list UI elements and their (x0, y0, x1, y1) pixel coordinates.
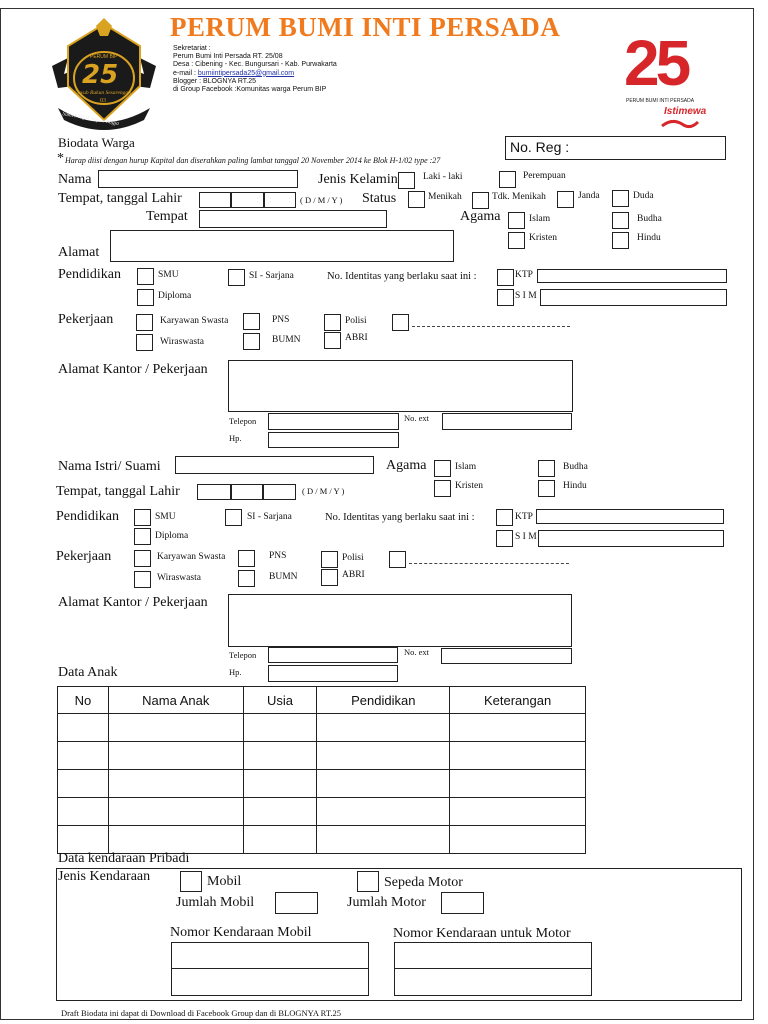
right-logo-caption: PERUM BUMI INTI PERSADA (626, 98, 695, 104)
abri-checkbox[interactable] (324, 332, 341, 349)
janda-checkbox[interactable] (557, 191, 574, 208)
ttl-month-input[interactable] (231, 192, 264, 208)
instruction-text: Harap diisi dengan hurup Kapital dan diserahkan paling lambat tanggal 20 November 2014 ke Blok H-1/02 type :27 (65, 156, 441, 165)
janda-label: Janda (578, 191, 600, 201)
abri-2-checkbox[interactable] (321, 569, 338, 586)
kristen-2-label: Kristen (455, 481, 483, 491)
mobil-checkbox[interactable] (180, 871, 202, 892)
bumn-2-label: BUMN (269, 572, 298, 582)
ktp-label: KTP (515, 270, 533, 280)
table-cell[interactable] (317, 714, 450, 742)
table-cell[interactable] (58, 798, 109, 826)
perempuan-label: Perempuan (523, 171, 566, 181)
hp-2-label: Hp. (229, 667, 242, 677)
perempuan-checkbox[interactable] (499, 171, 516, 188)
hindu-checkbox[interactable] (612, 232, 629, 249)
table-cell[interactable] (58, 714, 109, 742)
pns-2-label: PNS (269, 551, 287, 561)
islam-label: Islam (529, 214, 551, 224)
jumlah-mobil-label: Jumlah Mobil (176, 895, 255, 910)
kristen-2-checkbox[interactable] (434, 480, 451, 497)
bumn-label: BUMN (272, 335, 301, 345)
table-row (58, 742, 586, 770)
ktp-input[interactable] (537, 269, 727, 283)
page-title: PERUM BUMI INTI PERSADA (170, 12, 561, 42)
no-ext-2-label: No. ext (404, 647, 430, 657)
hp-label: Hp. (229, 433, 242, 443)
ktp-2-checkbox[interactable] (496, 509, 513, 526)
data-anak-label: Data Anak (58, 665, 118, 680)
kristen-checkbox[interactable] (508, 232, 525, 249)
section-title: Biodata Warga (58, 135, 135, 150)
tempat-label: Tempat (146, 209, 188, 224)
left-logo-number: 25 (82, 60, 119, 90)
no-identitas-2-label: No. Identitas yang berlaku saat ini : (325, 512, 475, 523)
alamat-label: Alamat (58, 245, 100, 260)
duda-label: Duda (633, 191, 654, 201)
sarjana-2-label: SI - Sarjana (247, 512, 292, 522)
table-header-row (58, 687, 586, 714)
table-cell[interactable] (58, 742, 109, 770)
ttl-2-day-input[interactable] (197, 484, 231, 500)
sarjana-label: SI - Sarjana (249, 271, 294, 281)
pekerjaan-label: Pekerjaan (58, 312, 114, 327)
table-cell[interactable] (58, 826, 109, 854)
table-row (58, 770, 586, 798)
table-cell[interactable] (243, 798, 317, 826)
email-label: e-mail : (173, 69, 198, 77)
nama-label: Nama (58, 172, 92, 187)
table-cell[interactable] (243, 826, 317, 854)
smu-2-checkbox[interactable] (134, 509, 151, 526)
alamat-kantor-input[interactable] (228, 360, 573, 412)
hindu-label: Hindu (637, 233, 661, 243)
agama-label: Agama (460, 209, 501, 224)
col-pendidikan-header: Pendidikan (317, 687, 450, 714)
instruction-asterisk: * (57, 151, 64, 166)
hp-input[interactable] (268, 432, 399, 448)
tempat-input[interactable] (199, 210, 387, 228)
ttl-2-year-input[interactable] (263, 484, 296, 500)
pns-2-checkbox[interactable] (238, 550, 255, 567)
telepon-label: Telepon (229, 416, 257, 426)
lainnya-line[interactable] (412, 326, 570, 327)
diploma-checkbox[interactable] (137, 289, 154, 306)
table-cell[interactable] (108, 826, 243, 854)
sarjana-checkbox[interactable] (228, 269, 245, 286)
karyawan-checkbox[interactable] (136, 314, 153, 331)
agama-2-label: Agama (386, 458, 427, 473)
polisi-label: Polisi (345, 316, 367, 326)
table-cell[interactable] (317, 798, 450, 826)
smu-label: SMU (158, 270, 179, 280)
menikah-checkbox[interactable] (408, 191, 425, 208)
nama-istri-input[interactable] (175, 456, 374, 474)
pendidikan-label: Pendidikan (58, 267, 121, 282)
email-line (173, 70, 337, 78)
table-cell[interactable] (450, 742, 586, 770)
hp-2-input[interactable] (268, 665, 398, 682)
sarjana-2-checkbox[interactable] (225, 509, 242, 526)
table-cell[interactable] (58, 770, 109, 798)
table-cell[interactable] (108, 770, 243, 798)
info-line: Sekretariat : (173, 45, 211, 52)
nama-input[interactable] (98, 170, 298, 188)
sim-label: S I M (515, 291, 537, 301)
sim-input[interactable] (540, 289, 727, 306)
budha-checkbox[interactable] (612, 212, 629, 229)
nomor-motor-input-2[interactable] (394, 968, 592, 996)
alamat-input[interactable] (110, 230, 454, 262)
left-logo-motto: Guyub Rukun Sesarengan (74, 90, 131, 96)
info-line: Desa : Cibening - Kec. Bungursari - Kab. Purwakarta (173, 61, 337, 69)
table-cell[interactable] (108, 742, 243, 770)
table-cell[interactable] (243, 742, 317, 770)
nomor-mobil-label: Nomor Kendaraan Mobil (170, 925, 312, 940)
islam-checkbox[interactable] (508, 212, 525, 229)
sim-2-checkbox[interactable] (496, 530, 513, 547)
table-cell[interactable] (108, 714, 243, 742)
islam-2-label: Islam (455, 462, 477, 472)
pns-checkbox[interactable] (243, 313, 260, 330)
no-identitas-label: No. Identitas yang berlaku saat ini : (327, 271, 477, 282)
blogger-line: Blogger : BLOGNYA RT.25 (173, 77, 257, 85)
email-link[interactable]: bumiintipersada25@gmail.com (197, 69, 295, 77)
table-cell[interactable] (317, 770, 450, 798)
table-cell[interactable] (450, 770, 586, 798)
jenis-kelamin-label: Jenis Kelamin (318, 172, 398, 187)
lainnya-2-checkbox[interactable] (389, 551, 406, 568)
telepon-2-label: Telepon (229, 650, 257, 660)
table-cell[interactable] (317, 742, 450, 770)
polisi-checkbox[interactable] (324, 314, 341, 331)
table-cell[interactable] (317, 826, 450, 854)
smu-checkbox[interactable] (137, 268, 154, 285)
no-ext-input[interactable] (442, 413, 572, 430)
table-cell[interactable] (243, 770, 317, 798)
left-logo-ring-top: PERUM BIP (90, 54, 118, 60)
tdk-menikah-label: Tdk. Menikah (492, 192, 546, 202)
smu-2-label: SMU (155, 512, 176, 522)
no-ext-label: No. ext (404, 413, 430, 423)
tdk-menikah-checkbox[interactable] (472, 192, 489, 209)
nama-istri-label: Nama Istri/ Suami (58, 459, 161, 474)
jumlah-motor-input[interactable] (441, 892, 484, 914)
status-label: Status (362, 191, 397, 206)
polisi-2-checkbox[interactable] (321, 551, 338, 568)
alamat-kantor-2-input[interactable] (228, 594, 572, 647)
pendidikan-2-label: Pendidikan (56, 509, 119, 524)
col-keterangan-header: Keterangan (450, 687, 586, 714)
laki-checkbox[interactable] (398, 172, 415, 189)
abri-label: ABRI (345, 333, 368, 343)
kristen-label: Kristen (529, 233, 557, 243)
karyawan-label: Karyawan Swasta (160, 316, 229, 326)
sepeda-motor-label: Sepeda Motor (384, 875, 463, 890)
kendaraan-title: Data kendaraan Pribadi (58, 851, 190, 866)
ttl-2-label: Tempat, tanggal Lahir (56, 484, 180, 499)
menikah-label: Menikah (428, 192, 462, 202)
col-usia-header: Usia (243, 687, 317, 714)
jumlah-motor-label: Jumlah Motor (347, 895, 426, 910)
bumn-checkbox[interactable] (243, 333, 260, 350)
hindu-2-label: Hindu (563, 481, 587, 491)
ktp-2-label: KTP (515, 512, 533, 522)
info-line: Perum Bumi Inti Persada RT. 25/08 (173, 53, 283, 61)
no-reg-label: No. Reg : (510, 139, 570, 155)
table-cell[interactable] (450, 826, 586, 854)
table-cell[interactable] (450, 798, 586, 826)
table-cell[interactable] (108, 798, 243, 826)
telepon-2-input[interactable] (268, 647, 398, 663)
sepeda-motor-checkbox[interactable] (357, 871, 379, 892)
footer-note: Draft Biodata ini dapat di Download di Facebook Group dan di BLOGNYA RT.25 (61, 1008, 342, 1018)
lainnya-checkbox[interactable] (392, 314, 409, 331)
ttl-day-input[interactable] (199, 192, 231, 208)
secretariat-info (173, 45, 337, 94)
pns-label: PNS (272, 315, 290, 325)
nomor-motor-input-1[interactable] (394, 942, 592, 969)
ttl-label: Tempat, tanggal Lahir (58, 191, 182, 206)
no-ext-2-input[interactable] (441, 648, 572, 664)
nomor-motor-label: Nomor Kendaraan untuk Motor (393, 926, 571, 941)
dmy-hint: ( D / M / Y ) (300, 195, 343, 205)
diploma-label: Diploma (158, 291, 192, 301)
budha-2-checkbox[interactable] (538, 460, 555, 477)
budha-2-label: Budha (563, 462, 588, 472)
polisi-2-label: Polisi (342, 553, 364, 563)
sim-2-input[interactable] (538, 530, 724, 547)
jumlah-mobil-input[interactable] (275, 892, 318, 914)
wiraswasta-2-label: Wiraswasta (157, 573, 201, 583)
sim-checkbox[interactable] (497, 289, 514, 306)
right-logo-number: 25 (624, 27, 688, 99)
karyawan-2-checkbox[interactable] (134, 550, 151, 567)
table-cell[interactable] (243, 714, 317, 742)
table-row (58, 714, 586, 742)
alamat-kantor-label: Alamat Kantor / Pekerjaan (58, 362, 208, 377)
right-logo-sub: Istimewa (664, 106, 707, 117)
sim-2-label: S I M (515, 532, 537, 542)
left-logo-ring-bottom: 03 (100, 98, 106, 104)
karyawan-2-label: Karyawan Swasta (157, 552, 226, 562)
dmy-2-hint: ( D / M / Y ) (302, 486, 345, 496)
ktp-2-input[interactable] (536, 509, 724, 524)
duda-checkbox[interactable] (612, 190, 629, 207)
ktp-checkbox[interactable] (497, 269, 514, 286)
data-anak-table (57, 686, 586, 854)
jenis-kendaraan-label: Jenis Kendaraan (58, 869, 151, 884)
islam-2-checkbox[interactable] (434, 460, 451, 477)
pekerjaan-2-label: Pekerjaan (56, 549, 112, 564)
table-cell[interactable] (450, 714, 586, 742)
left-logo-banner: Sumeh Bijak Sopan Bagja (61, 111, 120, 127)
wiraswasta-checkbox[interactable] (136, 334, 153, 351)
hindu-2-checkbox[interactable] (538, 480, 555, 497)
col-nama-anak-header: Nama Anak (108, 687, 243, 714)
bumn-2-checkbox[interactable] (238, 570, 255, 587)
mobil-label: Mobil (207, 874, 242, 889)
diploma-2-label: Diploma (155, 531, 189, 541)
table-row (58, 798, 586, 826)
right-logo (620, 28, 710, 132)
alamat-kantor-2-label: Alamat Kantor / Pekerjaan (58, 595, 208, 610)
nomor-mobil-input-2[interactable] (171, 968, 369, 996)
col-no-header: No (58, 687, 109, 714)
table-row (58, 826, 586, 854)
ttl-year-input[interactable] (264, 192, 296, 208)
ttl-2-month-input[interactable] (231, 484, 263, 500)
telepon-input[interactable] (268, 413, 399, 430)
diploma-2-checkbox[interactable] (134, 528, 151, 545)
laki-label: Laki - laki (423, 172, 463, 182)
wiraswasta-2-checkbox[interactable] (134, 571, 151, 588)
wiraswasta-label: Wiraswasta (160, 337, 204, 347)
abri-2-label: ABRI (342, 570, 365, 580)
facebook-line: di Group Facebook :Komunitas warga Perum BIP (173, 86, 327, 94)
budha-label: Budha (637, 214, 662, 224)
nomor-mobil-input-1[interactable] (171, 942, 369, 969)
lainnya-2-line[interactable] (409, 563, 569, 564)
left-logo (44, 16, 164, 136)
